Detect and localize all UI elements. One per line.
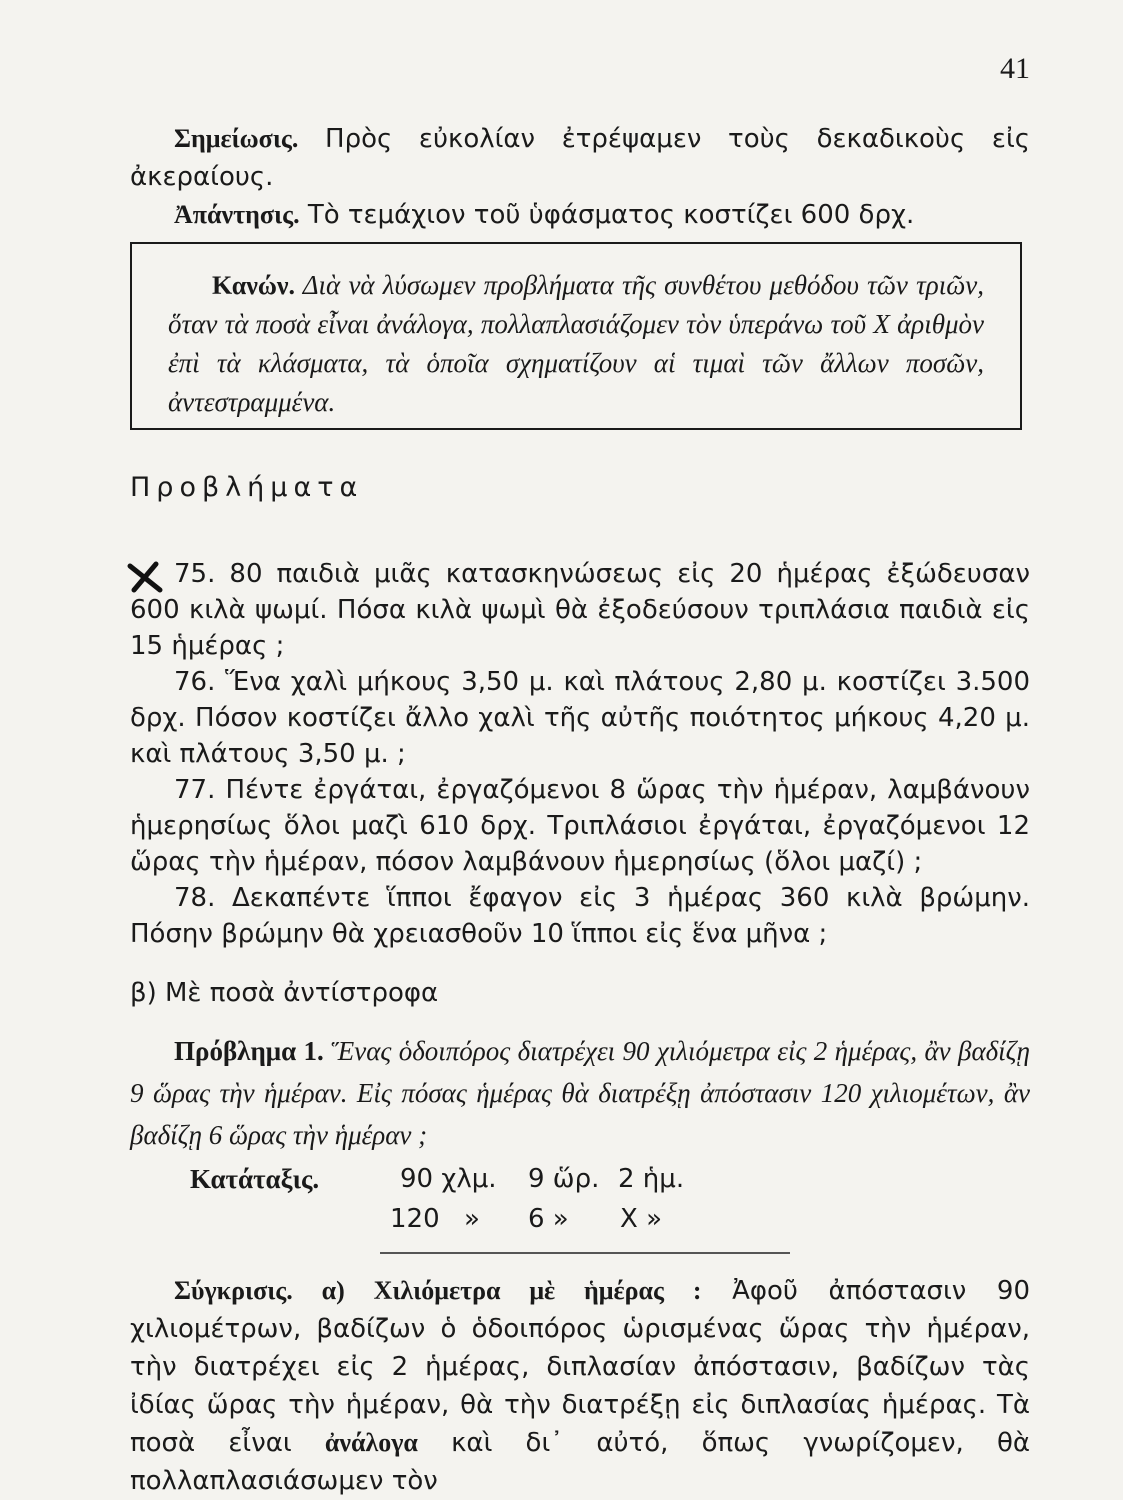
row1-distance: 90 χλμ. [400,1164,497,1194]
cross-mark-icon [126,560,166,594]
answer-text: Τὸ τεμάχιον τοῦ ὑφάσματος κοστίζει 600 δρχ. [299,200,915,230]
arrangement-underline [380,1252,790,1254]
rule-box [130,242,1022,430]
problem-77 [130,772,1030,880]
comparison-label: Σύγκρισις. [174,1276,293,1305]
row2-hours: 6 » [528,1204,569,1234]
problem-1-paragraph [130,1030,1030,1156]
problem-78 [130,880,1030,952]
problem-75 [130,556,1030,664]
note-paragraph [130,120,1030,196]
page-number: 41 [1000,52,1030,85]
subsection-title: β) Μὲ ποσὰ ἀντίστροφα [130,978,439,1008]
comparison-sub-label: α) Χιλιόμετρα μὲ ἡμέρας : [292,1276,702,1305]
problem-number: 76. [174,667,216,697]
arrangement-table [190,1160,830,1250]
rule-text: Διὰ νὰ λύσωμεν προβλήματα τῆς συνθέτου μεθόδου τῶν τριῶν, ὅταν τὰ ποσὰ εἶναι ἀνάλογα, πολλαπλασιάζομεν τὸν ὑπεράνω τοῦ X ἀριθμὸν ἐπὶ τὰ κλάσματα, τὰ ὁποῖα σχηματίζουν αἱ τιμαὶ τῶν ἄλλων ποσῶν, ἀντεστραμμένα. [168,270,984,417]
section-title: Προβλήματα [130,472,364,503]
problem-paragraph [130,880,1030,952]
problem-1-text: Ἕνας ὁδοιπόρος διατρέχει 90 χιλιόμετρα εἰς 2 ἡμέρας, ἂν βαδίζῃ 9 ὥρας τὴν ἡμέραν. Εἰς πόσας ἡμέρας θὰ διατρέξῃ ἀπόστασιν 120 χιλιομέτων, ἂν βαδίζῃ 6 ὥρας τὴν ἡμέραν ; [130,1036,1030,1150]
row2-distance: 120 [390,1204,440,1234]
problem-text: Πέντε ἐργάται, ἐργαζόμενοι 8 ὥρας τὴν ἡμέραν, λαμβάνουν ἡμερησίως ὅλοι μαζὶ 610 δρχ. Τριπλάσιοι ἐργάται, ἐργαζόμενοι 12 ὥρας τὴν ἡμέραν, πόσον λαμβάνουν ἡμερησίως (ὅλοι μαζί) ; [130,775,1030,877]
comparison-paragraph [130,1272,1030,1500]
problem-number: 75. [174,559,216,589]
problem-text: Δεκαπέντε ἵπποι ἔφαγον εἰς 3 ἡμέρας 360 κιλὰ βρώμην. Πόσην βρώμην θὰ χρειασθοῦν 10 ἵπποι εἰς ἕνα μῆνα ; [130,883,1030,949]
comparison-text-end: καὶ δι᾽ αὐτό, ὅπως γνωρίζομεν, θὰ πολλαπλασιάσωμεν τὸν [130,1428,1030,1496]
problem-number: 77. [174,775,216,805]
comparison-bold-word: ἀνάλογα [324,1428,418,1457]
problem-text: Ἕνα χαλὶ μήκους 3,50 μ. καὶ πλάτους 2,80 μ. κοστίζει 3.500 δρχ. Πόσον κοστίζει ἄλλο χαλὶ τῆς αὐτῆς ποιότητος μήκους 4,20 μ. καὶ πλάτους 3,50 μ. ; [130,667,1030,769]
rule-paragraph [132,266,1020,422]
row2-days: X » [620,1204,662,1234]
arrangement-label: Κατάταξις. [190,1164,320,1194]
problem-1-label: Πρόβλημα 1. [174,1036,324,1066]
problem-1 [130,1030,1030,1156]
comparison-text: Ἀφοῦ ἀπόστασιν 90 χιλιομέτρων, βαδίζων ὁ ὁδοιπόρος ὡρισμένας ὥρας τὴν ἡμέραν, τὴν διατρέχει εἰς 2 ἡμέρας, διπλασίαν ἀπόστασιν, βαδίζων τὰς ἰδίας ὥρας τὴν ἡμέραν, θὰ τὴν διατρέξῃ εἰς διπλασίας ἡμέρας. Τὰ ποσὰ εἶναι [130,1276,1030,1458]
note-section [130,120,1030,234]
problem-text: 80 παιδιὰ μιᾶς κατασκηνώσεως εἰς 20 ἡμέρας ἐξώδευσαν 600 κιλὰ ψωμί. Πόσα κιλὰ ψωμὶ θὰ ἐξοδεύσουν τριπλάσια παιδιὰ εἰς 15 ἡμέρας ; [130,559,1030,661]
note-label: Σημείωσις. [174,124,299,153]
note-text: Πρὸς εὐκολίαν ἐτρέψαμεν τοὺς δεκαδικοὺς εἰς ἀκεραίους. [130,124,1030,192]
problem-list [130,556,1030,952]
book-page [130,40,1030,1496]
problem-76 [130,664,1030,772]
row1-hours: 9 ὥρ. [528,1164,600,1194]
problem-paragraph [130,556,1030,664]
rule-label: Κανών. [212,271,295,300]
answer-label: Ἀπάντησις. [174,200,300,229]
answer-paragraph [130,196,1030,234]
comparison-section [130,1272,1030,1500]
row1-days: 2 ἡμ. [618,1164,685,1194]
row2-distance-ditto: » [464,1204,480,1234]
problem-paragraph [130,664,1030,772]
problem-number: 78. [174,883,216,913]
problem-paragraph [130,772,1030,880]
